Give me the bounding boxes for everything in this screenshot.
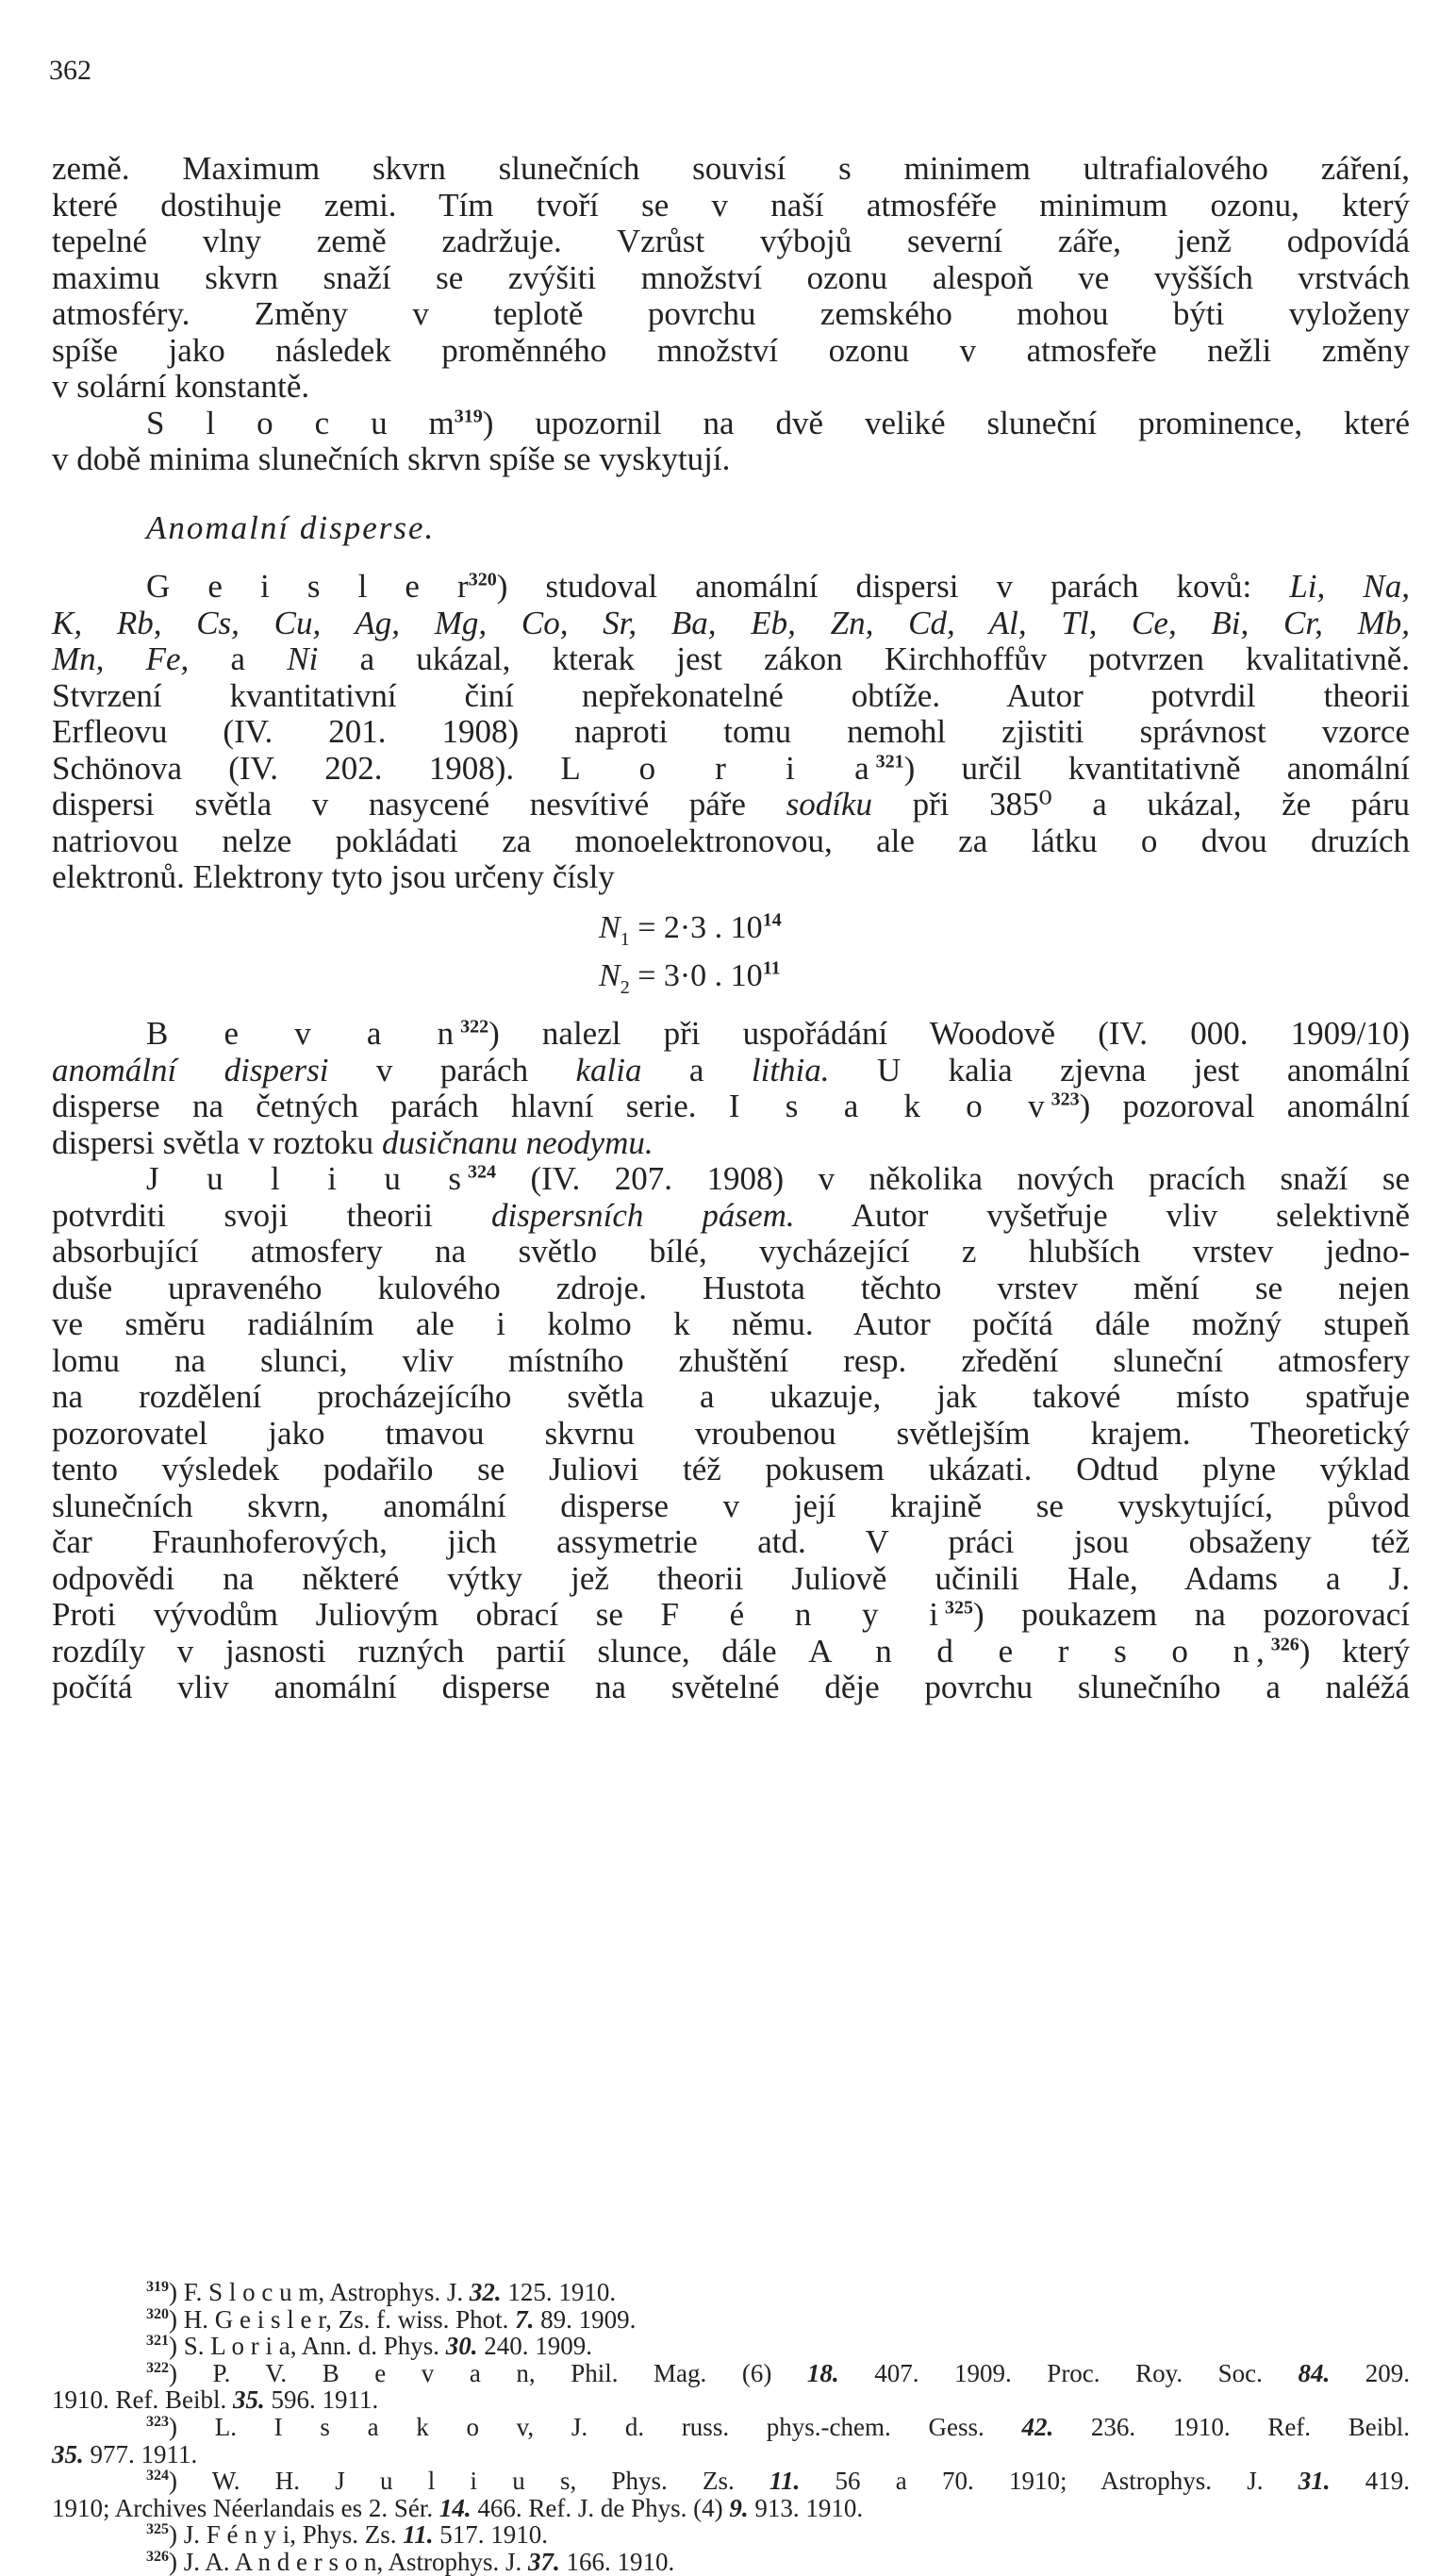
text-line: které dostihuje zemi. Tím tvoří se v naší atmosféře minimum ozonu, který <box>52 186 1410 224</box>
page-number: 362 <box>49 55 91 86</box>
text-line: v době minima slunečních skrvn spíše se vyskytují. <box>52 440 731 477</box>
formula-block <box>52 909 1410 1007</box>
bevan-paragraph: B e v a $n^{322}$) nalezl při uspořádání Woodově (IV. 000. 1909/10) <box>146 1015 1411 1053</box>
text-line: duše upraveného kulového zdroje. Hustota těchto vrstev mění se nejen <box>52 1269 1410 1306</box>
geisler-paragraph: G e i s l e $r^{320}$) studoval anomální dispersi v parách kovů: Li, Na, <box>146 568 1410 605</box>
text-line: počítá vliv anomální disperse na světelné děje povrchu slunečního a naléžá <box>52 1669 1410 1706</box>
footnote-326: $^{326}$) J. A. A n d e r s o n, Astrophys. J. 37. 166. 1910. <box>146 2547 675 2576</box>
text-line: tepelné vlny země zadržuje. Vzrůst výbojů severní záře, jenž odpovídá <box>52 223 1410 259</box>
text-line: Erfleovu (IV. 201. 1908) naproti tomu nemohl zjistiti správnost vzorce <box>52 713 1410 750</box>
footnote-322: $^{322}$) P. V. B e v a n, Phil. Mag. (6) 18. 407. 1909. Proc. Roy. Soc. 84. 209. <box>146 2358 1411 2387</box>
text-line: atmosféry. Změny v teplotě povrchu zemského mohou býti vyloženy <box>52 295 1410 332</box>
text-line: v solární konstantě. <box>52 368 310 405</box>
formula-line: $N_2 = 3\cdot 0$ . $10^{11}$ <box>599 957 781 999</box>
slocum-paragraph: S l o c u $m^{319}$) upozornil na dvě veliké sluneční prominence, které <box>146 404 1410 441</box>
element-list: K, Rb, Cs, Cu, Ag, Mg, Co, Sr, Ba, Eb, Zn, Cd, Al, Tl, Ce, Bi, Cr, Mb, <box>52 604 1410 641</box>
text-line: Schönova (IV. 202. 1908). L o r i $a^{321}$) určil kvantitativně anomální <box>52 749 1411 787</box>
formula-line: $N_1 = 2\cdot 3$ . $10^{14}$ <box>599 909 782 950</box>
footnote-324: $^{324}$) W. H. J u l i u s, Phys. Zs. 11. 56 a 70. 1910; Astrophys. J. 31. 419. <box>146 2467 1410 2496</box>
footnote-325: $^{325}$) J. F é n y i, Phys. Zs. 11. 517. 1910. <box>146 2520 549 2550</box>
footnote-324-cont: 1910; Archives Néerlandais es 2. Sér. 14. 466. Ref. J. de Phys. (4) 9. 913. 1910. <box>52 2493 864 2522</box>
text-line: absorbující atmosfery na světlo bílé, vycházející z hlubších vrstev jedno- <box>52 1233 1410 1271</box>
footnotes <box>52 2279 1410 2576</box>
text-line: na rozdělení procházejícího světla a ukazuje, jak takové místo spatřuje <box>52 1378 1410 1416</box>
text-line: pozorovatel jako tmavou skvrnu vroubenou světlejším krajem. Theoretický <box>52 1414 1410 1452</box>
text-line: země. Maximum skvrn slunečních souvisí s minimem ultrafialového záření, <box>52 150 1410 187</box>
text-line: čar Fraunhoferových, jich assymetrie atd. V práci jsou obsaženy též <box>52 1523 1410 1561</box>
text-line: elektronů. Elektrony tyto jsou určeny čísly <box>52 858 615 895</box>
text-line: maximu skvrn snaží se zvýšiti množství ozonu alespoň ve vyšších vrstvách <box>52 258 1410 296</box>
text-line: lomu na slunci, vliv místního zhuštění resp. zředění sluneční atmosfery <box>52 1341 1410 1379</box>
text-line: rozdíly v jasnosti ruzných partií slunce, dále A n d e r s o n,$^{326}$) který <box>52 1632 1411 1670</box>
footnote-319: $^{319}$) F. S l o c u m, Astrophys. J. 32. 125. 1910. <box>146 2278 617 2306</box>
text-line: odpovědi na některé výtky jež theorii Juliově učinili Hale, Adams a J. <box>52 1559 1410 1597</box>
text-line: Mn, Fe, a Ni a ukázal, kterak jest zákon Kirchhoffův potvrzen kvalitativně. <box>52 640 1411 677</box>
text-line: Stvrzení kvantitativní činí nepřekonatelné obtíže. Autor potvrdil theorii <box>52 676 1410 714</box>
julius-paragraph: J u l i u $s^{324}$ (IV. 207. 1908) v několika nových pracích snaží se <box>146 1160 1410 1198</box>
text-line: slunečních skvrn, anomální disperse v její krajině se vyskytující, původ <box>52 1487 1410 1524</box>
section-heading: Anomalní disperse. <box>146 508 436 546</box>
text-line: tento výsledek podařilo se Juliovi též pokusem ukázati. Odtud plyne výklad <box>52 1451 1410 1488</box>
text-line: Proti vývodům Juliovým obrací se F é n y $i^{325}$) poukazem na pozorovací <box>52 1596 1410 1634</box>
text-line: disperse na četných parách hlavní serie. I s a k o $v^{323}$) pozoroval anomální <box>52 1088 1411 1125</box>
text-line: anomální dispersi v parách kalia a lithia. U kalia zjevna jest anomální <box>52 1051 1411 1089</box>
text-line: spíše jako následek proměnného množství ozonu v atmosfeře nežli změny <box>52 331 1410 369</box>
text-line: potvrditi svoji theorii dispersních pásem. Autor vyšetřuje vliv selektivně <box>52 1196 1411 1234</box>
text-line: natriovou nelze pokládati za monoelektronovou, ale za látku o dvou druzích <box>52 822 1410 859</box>
footnote-320: $^{320}$) H. G e i s l e r, Zs. f. wiss. Phot. 7. 89. 1909. <box>146 2304 637 2334</box>
footnote-323-cont: 35. 977. 1911. <box>52 2439 198 2468</box>
footnote-321: $^{321}$) S. L o r i a, Ann. d. Phys. 30. 240. 1909. <box>146 2332 593 2361</box>
text-line: ve směru radiálním ale i kolmo k němu. Autor počítá dále možný stupeň <box>52 1305 1410 1343</box>
footnote-322-cont: 1910. Ref. Beibl. 35. 596. 1911. <box>52 2385 379 2415</box>
main-text <box>52 151 1410 1706</box>
text-line: dispersi světla v roztoku dusičnanu neodymu. <box>52 1123 654 1161</box>
footnote-323: $^{323}$) L. I s a k o v, J. d. russ. phys.-chem. Gess. 42. 236. 1910. Ref. Beibl. <box>146 2412 1411 2441</box>
text-line: dispersi světla v nasycené nesvítivé páře sodíku při 385⁰ a ukázal, že páru <box>52 786 1410 823</box>
